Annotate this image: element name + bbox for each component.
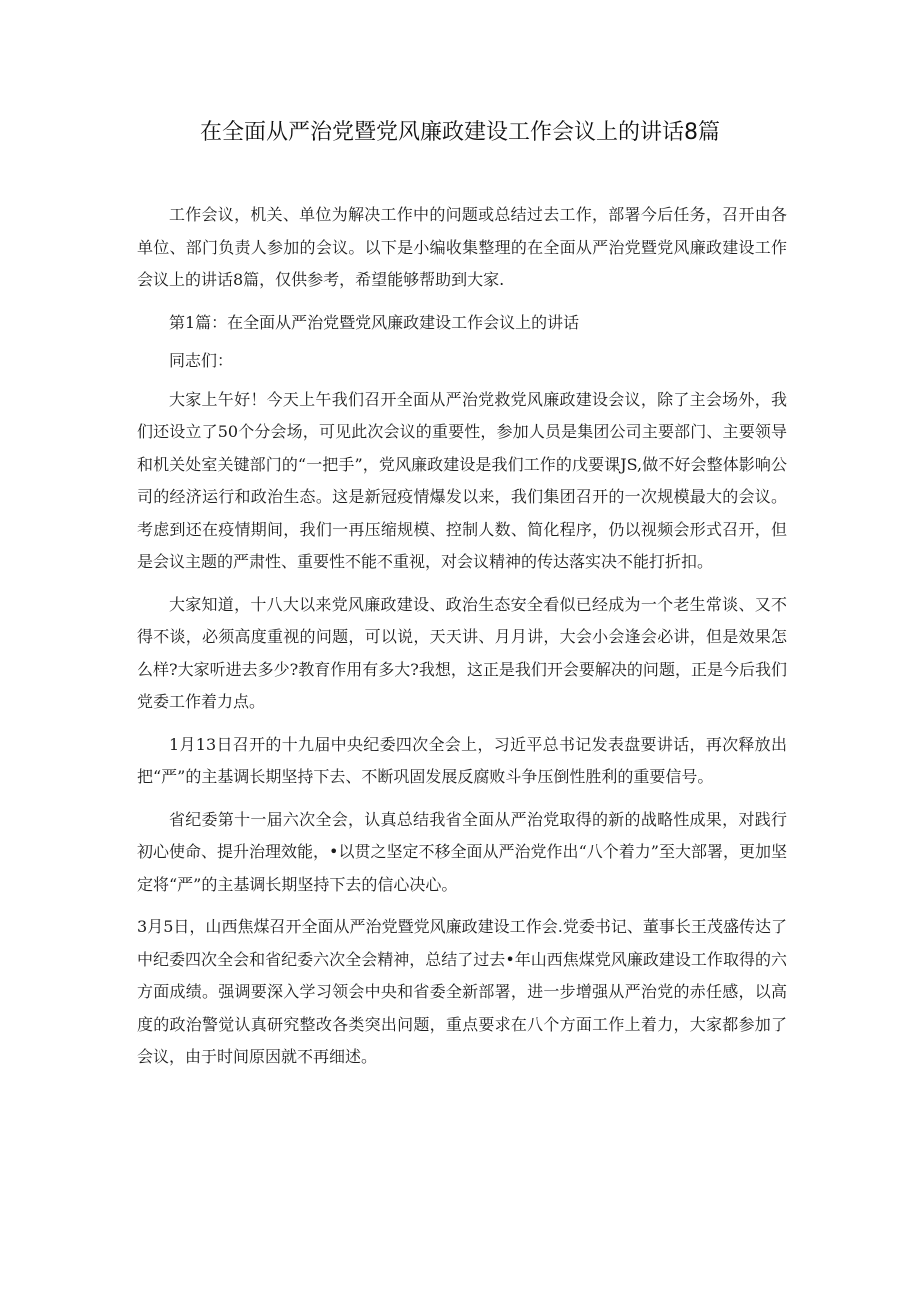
paragraph-body: 大家上午好！今天上午我们召开全面从严治党救党风廉政建设会议，除了主会场外，我们还设立了50个分会场，可见此次会议的重要性，参加人员是集团公司主要部门、主要领导和机关处室关键部门的“一把手”，党风廉政建设是我们工作的戊要课JS,做不好会整体影响公司的经济运行和政治生态。这是新冠疫情爆发以来，我们集团召开的一次规模最大的会议。考虑到还在疫情期间，我们一再压缩规模、控制人数、简化程序，仍以视频会形式召开，但是会议主题的严肃性、重要性不能不重视，对会议精神的传达落实决不能打折扣。 <box>137 389 787 571</box>
paragraph-salutation: 同志们： <box>169 351 234 370</box>
document-title: 在全面从严治党暨党风廉政建设工作会议上的讲话8篇 <box>200 120 720 145</box>
paragraph-body: 省纪委第十一届六次全会，认真总结我省全面从严治党取得的新的战略性成果，对践行初心使命、提升治理效能，•以贯之坚定不移全面从严治党作出“八个着力”至大部署，更加坚定将“严”的主基调长期坚持下去的信心决心。 <box>137 809 787 894</box>
document-body <box>137 199 787 1084</box>
paragraph-intro: 工作会议，机关、单位为解决工作中的问题或总结过去工作，部署今后任务，召开由各单位、部门负责人参加的会议。以下是小编收集整理的在全面从严治党暨党风廉政建设工作会议上的讲话8篇，仅供参考，希望能够帮助到大家. <box>137 205 787 289</box>
paragraph-body: 大家知道，十八大以来党风廉政建设、政治生态安全看似已经成为一个老生常谈、又不得不谈，必须高度重视的问题，可以说，天天讲、月月讲，大会小会逢会必讲，但是效果怎么样?大家听进去多少?教育作用有多大?我想，这正是我们开会要解决的问题，正是今后我们党委工作着力点。 <box>137 594 787 711</box>
paragraph-body: 1月13日召开的十九届中央纪委四次全会上，习近平总书记发表盘要讲话，再次释放出把“严”的主基调长期坚持下去、不断巩固发展反腐败斗争压倒性胜利的重要信号。 <box>137 734 787 786</box>
paragraph-body: 3月5日，山西焦煤召开全面从严治党暨党风廉政建设工作会.党委书记、董事长王茂盛传达了中纪委四次全会和省纪委六次全会精神，总结了过去•年山西焦煤党风廉政建设工作取得的六方面成绩。强调要深入学习领会中央和省委全新部署，进一步增强从严治党的赤任感，以高度的政治警觉认真研究整改各类突出问题，重点要求在八个方面工作上着力，大家都参加了会议，由于时间原因就不再细述。 <box>137 917 787 1066</box>
paragraph-section-heading: 第1篇：在全面从严治党暨党风廉政建设工作会议上的讲话 <box>169 312 580 332</box>
